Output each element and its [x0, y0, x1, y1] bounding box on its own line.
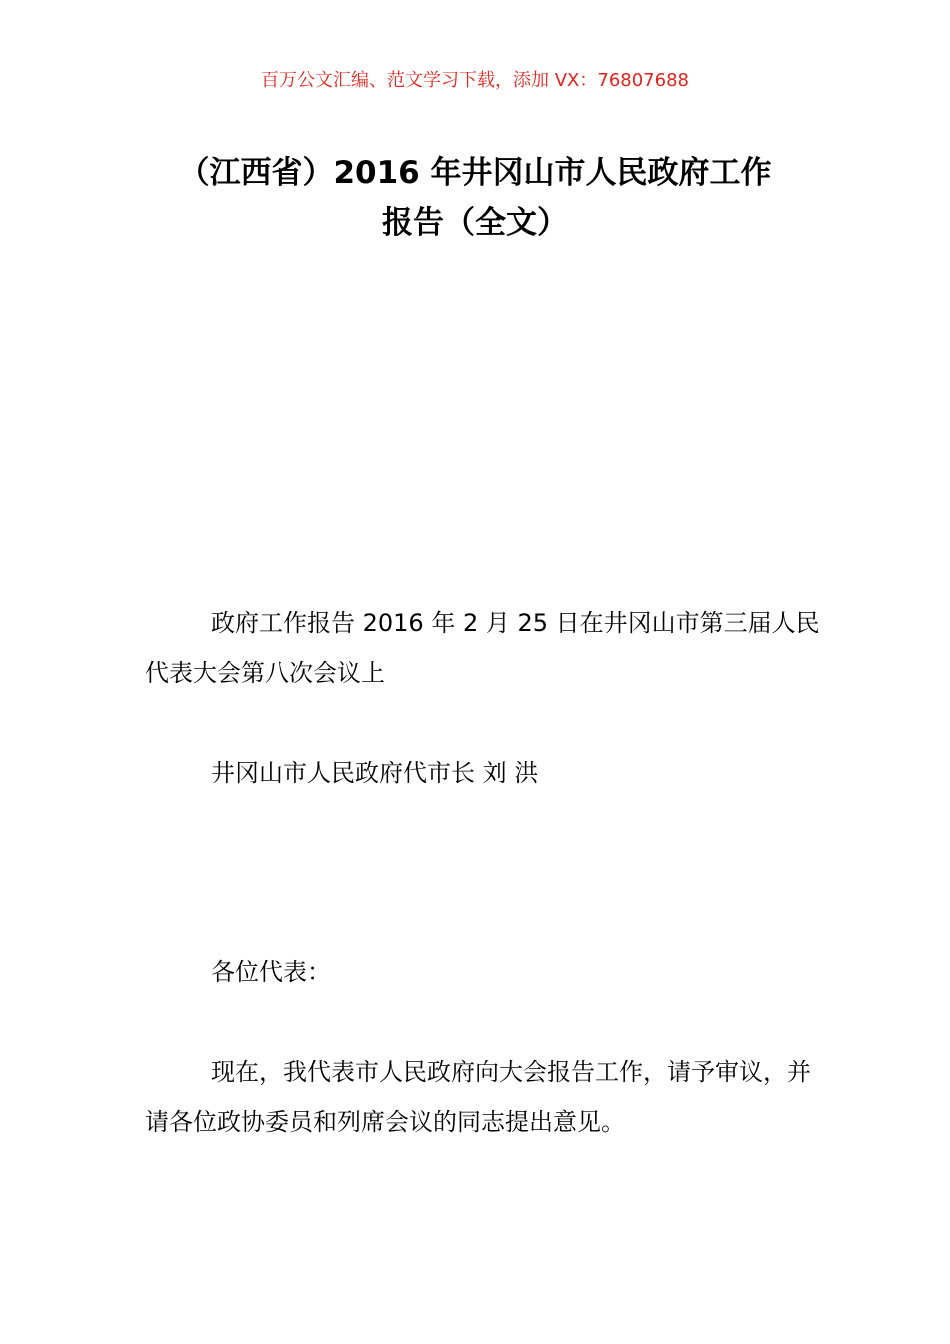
- author-line: 井冈山市人民政府代市长 刘 洪: [211, 759, 539, 787]
- document-title: [140, 148, 810, 248]
- report-meta-paragraph: 政府工作报告 2016 年 2 月 25 日在井冈山市第三届人民代表大会第八次会议上: [145, 609, 820, 687]
- title-line-1: （江西省）2016 年井冈山市人民政府工作: [178, 155, 772, 191]
- greeting-line: 各位代表：: [211, 958, 331, 986]
- intro-paragraph: 现在，我代表市人民政府向大会报告工作，请予审议，并请各位政协委员和列席会议的同志提出意见。: [145, 1058, 811, 1136]
- title-line-2: 报告（全文）: [382, 205, 568, 241]
- promo-banner: 百万公文汇编、范文学习下载，添加 VX：76807688: [261, 70, 689, 91]
